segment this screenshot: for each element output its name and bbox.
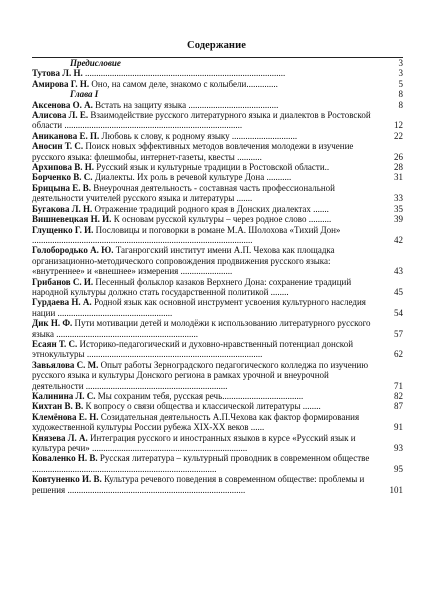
author-name: Глущенко Г. И. [32, 224, 94, 235]
author-name: Голобородько А. Ю. [32, 245, 114, 256]
article-title: Мы сохраним тебя, русская речь.................................... [95, 391, 304, 401]
entry-text [32, 141, 403, 162]
article-title: Внеурочная деятельность - составная часть профессиональной деятельности учителей русского языка и литературы ....... [32, 182, 335, 204]
page-number: 82 [394, 391, 403, 401]
toc-entry [32, 360, 403, 391]
entry-text [32, 162, 403, 172]
page-number: 31 [394, 172, 403, 183]
article-title: Любовь к слову, к родному языку ............................. [99, 130, 298, 141]
toc-entry [32, 339, 403, 360]
toc-entry [32, 68, 403, 78]
author-name: Коваленко Н. В. [32, 453, 98, 464]
author-name: Завьялова С. М. [32, 359, 99, 370]
toc-entry [32, 183, 403, 204]
toc-entry [32, 474, 403, 495]
article-title: Опыт работы Зерноградского педагогического колледжа по изучению русского языка и культуры Донского региона в рамках урочной и внеурочной деятельности ............................................................... [32, 359, 369, 391]
author-name: Клемёнова Е. Н. [32, 411, 99, 422]
toc-entry [32, 100, 403, 110]
article-title: Поиск новых эффективных методов вовлечения молодежи в изучение русского языка: флешмобы, интернет-газеты, квесты ........... [32, 141, 354, 162]
toc-entry [32, 141, 403, 162]
article-title: Взаимодействие русского литературного языка и диалектов в Ростовской области ............................................................................... [32, 110, 371, 131]
page-number: 43 [394, 266, 403, 277]
entry-text [32, 318, 403, 339]
entry-text [32, 360, 403, 391]
author-name: Есаян Т. С. [32, 338, 78, 349]
toc-entry [32, 131, 403, 141]
toc-entry [32, 79, 403, 89]
toc-entry [32, 318, 403, 339]
entry-text [32, 183, 403, 204]
article-title: Созидательная деятельность А.П.Чехова как фактор формирования художественной культуры России рубежа XIX-XX веков ...... [32, 411, 360, 433]
page-number: 22 [394, 130, 403, 141]
page-number: 95 [394, 463, 403, 474]
entry-text [32, 433, 403, 454]
page-number: 57 [394, 328, 403, 339]
page-number: 87 [394, 401, 403, 412]
entry-text [32, 214, 403, 224]
article-title: Песенный фольклор казаков Верхнего Дона: сохранение традиций народной культуры должно стать государственной политикой ........ [32, 276, 352, 297]
entry-text [32, 297, 403, 318]
author-name: Ковтуненко И. В. [32, 474, 102, 485]
page-number: 8 [398, 89, 403, 100]
entry-text [32, 68, 403, 78]
entry-text [32, 277, 403, 298]
article-title: Оно, на самом деле, знакомо с колыбели.............. [89, 78, 278, 89]
author-name: Князева Л. А. [32, 432, 88, 443]
article-title: Диалекты. Их роль в речевой культуре Дона ........... [92, 172, 292, 183]
entry-text [32, 204, 403, 214]
author-name: Вишневецкая Н. И. [32, 214, 112, 225]
page-number: 71 [394, 380, 403, 391]
author-name: Тутова Л. Н. [32, 68, 83, 79]
page-number: 101 [389, 484, 403, 495]
author-name: Аносин Т. С. [32, 141, 84, 152]
article-title: Русская литература – культурный проводник в современном обществе .................................................................................. [32, 453, 370, 474]
article-title: Родной язык как основной инструмент усвоения культурного наследия нации ................................................... [32, 297, 366, 318]
table-of-contents [32, 57, 403, 495]
author-name: Брицына Е. В. [32, 182, 92, 193]
page-number: 5 [398, 78, 403, 89]
page-number: 42 [394, 234, 403, 245]
entry-text [32, 172, 403, 182]
article-title: Таганрогский институт имени А.П. Чехова как площадка организационно-методического сопровождения продвижения русского языка: «внутреннее» и «внешнее» измерения ....................... [32, 245, 335, 277]
page-number: 33 [394, 193, 403, 204]
toc-entry [32, 391, 403, 401]
page-number: 3 [398, 68, 403, 79]
article-title: Отражение традиций родного края в Донских диалектах ....... [92, 203, 329, 214]
article-title: Встать на защиту языка ........................................ [92, 99, 279, 110]
author-name: Грибанов С. И. [32, 276, 94, 287]
author-name: Дик Н. Ф. [32, 318, 73, 329]
entry-text [32, 391, 403, 401]
entry-text [32, 474, 403, 495]
page-title: Содержание [187, 40, 246, 51]
entry-text [32, 412, 403, 433]
author-name: Калинина Л. С. [32, 391, 96, 401]
article-title: Русский язык и культурные традиции в Ростовской области.. [94, 162, 330, 173]
author-name: Бугакова Л. Н. [32, 203, 93, 214]
toc-entry [32, 245, 403, 276]
page-number: 26 [394, 151, 403, 162]
page-number: 39 [394, 214, 403, 225]
toc-entry [32, 401, 403, 411]
section-title: Предисловие [70, 58, 121, 68]
section-title: Глава I [70, 89, 99, 100]
page-number: 12 [394, 120, 403, 131]
entry-text [32, 339, 403, 360]
author-name: Борченко В. С. [32, 172, 93, 183]
toc-entry [32, 225, 403, 246]
page-number: 45 [394, 286, 403, 297]
entry-text [32, 225, 403, 246]
author-name: Архипова В. Н. [32, 162, 95, 173]
toc-section [32, 57, 403, 68]
page-number: 8 [398, 99, 403, 110]
page-number: 91 [394, 422, 403, 433]
toc-entry [32, 412, 403, 433]
toc-entry [32, 162, 403, 172]
article-title: ......................................................................................... [82, 68, 286, 79]
entry-text [32, 79, 403, 89]
author-name: Кихтан В. В. [32, 401, 84, 412]
toc-entry [32, 172, 403, 182]
article-title: Интеграция русского и иностранных языков в курсе «Русский язык и культура речи» ..................................................................... [32, 432, 356, 454]
page-number: 3 [398, 58, 403, 68]
entry-text [32, 245, 403, 276]
author-name: Алисова Л. Е. [32, 110, 89, 121]
toc-entry [32, 453, 403, 474]
author-name: Аниканова Е. П. [32, 130, 100, 141]
entry-text [32, 100, 403, 110]
toc-entry [32, 297, 403, 318]
author-name: Гурдаева Н. А. [32, 297, 92, 308]
page-number: 62 [394, 349, 403, 360]
toc-entry [32, 277, 403, 298]
entry-text [32, 131, 403, 141]
toc-entry [32, 204, 403, 214]
toc-section [32, 89, 403, 99]
author-name: Аксенова О. А. [32, 99, 93, 110]
page-number: 93 [394, 443, 403, 454]
article-title: Историко-педагогический и духовно-нравственный потенциал донской этнокультуры .............................................................................. [32, 338, 354, 360]
entry-text [32, 453, 403, 474]
toc-entry [32, 110, 403, 131]
page-number: 28 [394, 162, 403, 173]
toc-entry [32, 433, 403, 454]
toc-entry [32, 214, 403, 224]
article-title: Культура речевого поведения в современном обществе: проблемы и решения ............................................................................... [32, 474, 365, 495]
entry-text [32, 110, 403, 131]
article-title: К основам русской культуры – через родное слово .......... [111, 214, 332, 225]
article-title: Пословицы и поговорки в романе М.А. Шолохова «Тихий Дон» .................................................................................................. [32, 224, 341, 245]
author-name: Амирова Г. Н. [32, 78, 90, 89]
entry-text [32, 401, 403, 411]
page-number: 35 [394, 203, 403, 214]
page-number: 54 [394, 307, 403, 318]
article-title: Пути мотивации детей и молодёжи к использованию литературного русского языка ............................................................... [32, 318, 371, 339]
article-title: К вопросу о связи общества и классической литературы ........ [83, 401, 321, 412]
